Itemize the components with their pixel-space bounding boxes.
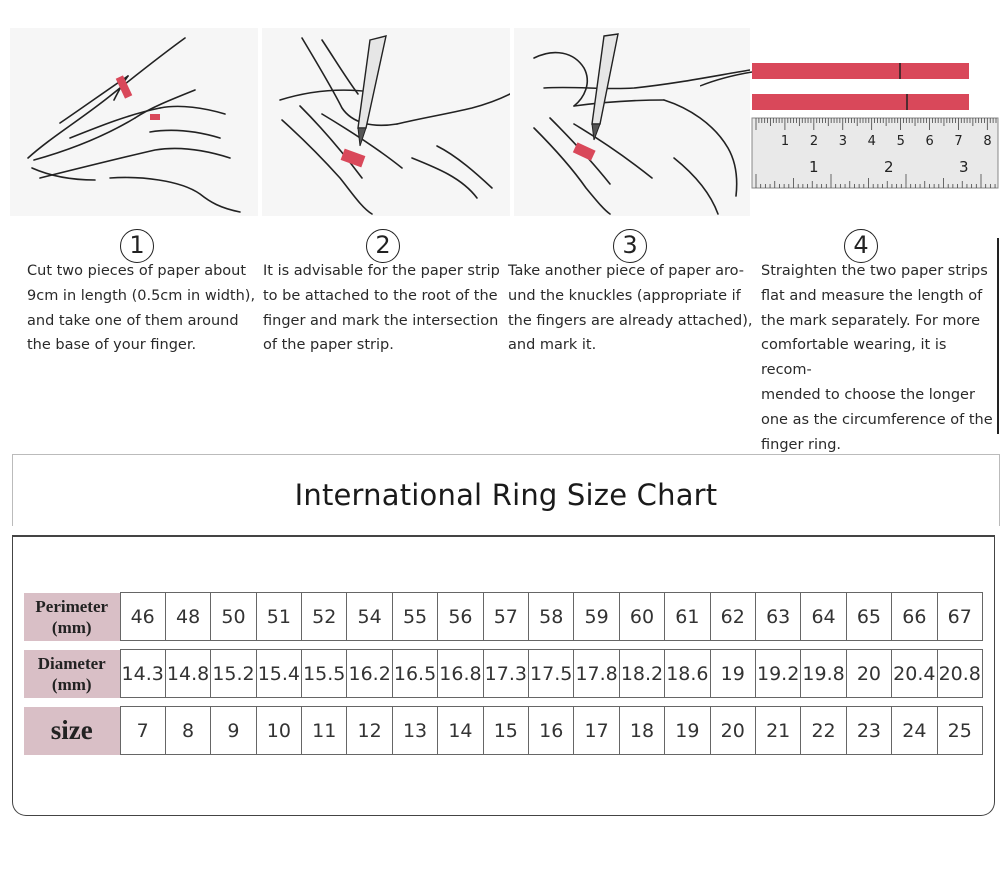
perimeter-cell: 52 <box>302 593 347 641</box>
ruler <box>752 118 998 188</box>
step-text-line: flat and measure the length of <box>761 287 983 304</box>
size-cell: 22 <box>801 707 846 755</box>
diameter-cell: 19 <box>710 650 755 698</box>
perimeter-header <box>24 593 120 641</box>
size-cell: 10 <box>256 707 301 755</box>
step-text-line: Cut two pieces of paper about <box>27 263 247 279</box>
step-text-line: finger and mark the intersection <box>263 312 499 329</box>
illustration-strip <box>0 0 1001 230</box>
perimeter-cell: 62 <box>710 593 755 641</box>
perimeter-cell: 66 <box>892 593 937 641</box>
step-3-number: 3 <box>613 229 647 263</box>
diameter-header <box>24 650 120 698</box>
size-cell: 16 <box>529 707 574 755</box>
diameter-cell: 17.5 <box>529 650 574 698</box>
size-cell: 25 <box>937 707 982 755</box>
step-text-line: mended to choose the longer <box>761 386 975 403</box>
paper-strip-top <box>752 63 969 79</box>
step-text-line: the fingers are already attached), <box>508 312 753 329</box>
perimeter-cell: 61 <box>665 593 710 641</box>
diameter-cell: 16.2 <box>347 650 392 698</box>
header-line: Diameter <box>37 653 106 673</box>
diameter-cell: 15.2 <box>211 650 256 698</box>
step-text-line: and mark it. <box>508 337 597 354</box>
perimeter-cell: 55 <box>392 593 437 641</box>
size-cell: 9 <box>211 707 256 755</box>
size-cell: 7 <box>120 707 165 755</box>
step-text-line: comfortable wearing, it is recom- <box>761 337 947 379</box>
size-cell: 17 <box>574 707 619 755</box>
ruler-cm-label: 4 <box>867 134 876 149</box>
perimeter-cell: 67 <box>937 593 982 641</box>
diameter-cell: 14.3 <box>120 650 165 698</box>
perimeter-cell: 63 <box>755 593 800 641</box>
size-row <box>24 707 982 755</box>
step-text-line: und the knuckles (appropriate if <box>508 287 741 304</box>
pen <box>592 34 618 140</box>
diameter-cell: 20.8 <box>937 650 982 698</box>
step-text-line: to be attached to the root of the <box>263 287 498 304</box>
size-cell: 20 <box>710 707 755 755</box>
step-text-line: 9cm in length (0.5cm in width), <box>27 287 256 304</box>
step-text-line: finger ring. <box>761 436 842 453</box>
perimeter-cell: 57 <box>483 593 528 641</box>
size-cell: 13 <box>392 707 437 755</box>
ruler-cm-label: 6 <box>925 134 934 149</box>
perimeter-cell: 59 <box>574 593 619 641</box>
ruler-inch-label: 1 <box>809 158 819 176</box>
perimeter-row <box>24 593 982 641</box>
diameter-row <box>24 650 982 698</box>
step-1-text <box>27 259 257 358</box>
step-text-line: the base of your finger. <box>27 337 197 354</box>
ruler-cm-label: 3 <box>838 134 848 149</box>
perimeter-cell: 64 <box>801 593 846 641</box>
perimeter-cell: 65 <box>846 593 891 641</box>
divider-line <box>997 238 999 434</box>
step-2-number: 2 <box>366 229 400 263</box>
size-cell: 12 <box>347 707 392 755</box>
perimeter-cell: 54 <box>347 593 392 641</box>
paper-strip-mark <box>116 75 133 98</box>
paper-strip-bottom <box>752 94 969 110</box>
diameter-cell: 14.8 <box>165 650 210 698</box>
diameter-cell: 18.2 <box>619 650 664 698</box>
step-text-line: and take one of them around <box>27 312 239 329</box>
ring-size-table <box>24 592 983 755</box>
perimeter-cell: 51 <box>256 593 301 641</box>
step-4-text <box>761 259 993 457</box>
step-text-line: the mark separately. For more <box>761 312 980 329</box>
step-3-text <box>508 259 753 358</box>
diameter-cell: 19.8 <box>801 650 846 698</box>
step-text-line: Straighten the two paper strips <box>761 263 988 279</box>
size-cell: 11 <box>302 707 347 755</box>
diameter-cell: 20 <box>846 650 891 698</box>
ruler-cm-label: 8 <box>983 134 992 149</box>
diameter-cell: 17.8 <box>574 650 619 698</box>
header-line: (mm) <box>51 674 92 694</box>
strips-and-ruler-illustration <box>700 28 1000 216</box>
ruler-inch-label: 2 <box>884 158 894 176</box>
perimeter-cell: 46 <box>120 593 165 641</box>
paper-strip-mark <box>573 142 596 160</box>
size-cell: 21 <box>755 707 800 755</box>
size-cell: 24 <box>892 707 937 755</box>
perimeter-cell: 56 <box>438 593 483 641</box>
size-cell: 8 <box>165 707 210 755</box>
step-text-line: of the paper strip. <box>263 337 394 354</box>
paper-strip-mark <box>341 149 366 168</box>
ruler-cm-label: 7 <box>954 134 963 149</box>
step-1-number: 1 <box>120 229 154 263</box>
size-cell: 23 <box>846 707 891 755</box>
chart-title: International Ring Size Chart <box>294 478 718 512</box>
diameter-cell: 17.3 <box>483 650 528 698</box>
perimeter-cell: 60 <box>619 593 664 641</box>
diameter-cell: 16.5 <box>392 650 437 698</box>
perimeter-cell: 48 <box>165 593 210 641</box>
diameter-cell: 20.4 <box>892 650 937 698</box>
hand-with-strip-illustration <box>10 28 258 216</box>
perimeter-cell: 50 <box>211 593 256 641</box>
step-text-line: Take another piece of paper aro- <box>508 263 744 279</box>
diameter-cell: 19.2 <box>755 650 800 698</box>
step-4-number: 4 <box>844 229 878 263</box>
diameter-cell: 15.4 <box>256 650 301 698</box>
size-header: size <box>24 707 120 755</box>
step-text-line: It is advisable for the paper strip <box>263 263 500 279</box>
size-cell: 15 <box>483 707 528 755</box>
size-cell: 19 <box>665 707 710 755</box>
diameter-cell: 15.5 <box>302 650 347 698</box>
size-cell: 14 <box>438 707 483 755</box>
diameter-cell: 18.6 <box>665 650 710 698</box>
size-cell: 18 <box>619 707 664 755</box>
ruler-cm-label: 1 <box>780 134 790 149</box>
marking-with-pen-illustration <box>262 28 510 216</box>
header-line: (mm) <box>51 617 92 637</box>
ruler-inch-label: 3 <box>959 158 969 176</box>
paper-strip-mark <box>150 114 160 120</box>
ruler-cm-label: 5 <box>896 134 905 149</box>
perimeter-cell: 58 <box>529 593 574 641</box>
step-text-line: one as the circumference of the <box>761 411 993 428</box>
header-line: Perimeter <box>35 596 109 616</box>
step-2-text <box>263 259 503 358</box>
diameter-cell: 16.8 <box>438 650 483 698</box>
ruler-cm-label: 2 <box>809 134 819 149</box>
